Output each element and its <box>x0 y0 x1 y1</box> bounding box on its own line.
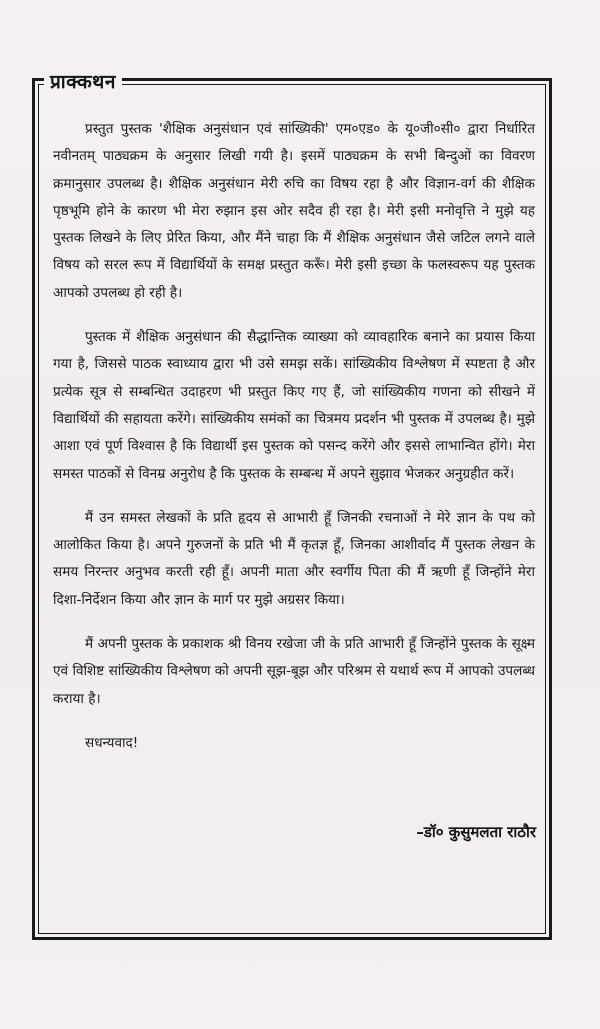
page-heading: प्राक्कथन <box>50 71 116 93</box>
preface-body <box>53 116 535 757</box>
closing-line: सधन्यवाद! <box>85 734 139 751</box>
paragraph-2: पुस्तक में शैक्षिक अनुसंधान की सैद्धान्तिक व्याख्या को व्यावहारिक बनाने का प्रयास किया गया है, जिससे पाठक स्वाध्याय द्वारा भी उसे समझ सकें। सांख्यिकीय विश्लेषण में स्पष्टता है और प्रत्येक सूत्र से सम्बन्धित उदाहरण भी प्रस्तुत किए गए हैं, जो सांख्यिकीय गणना को सीखने में विद्यार्थियों की सहायता करेंगे। सांख्यिकीय समंकों का चित्रमय प्रदर्शन भी पुस्तक में उपलब्ध है। मुझे आशा एवं पूर्ण विश्वास है कि विद्यार्थी इस पुस्तक को पसन्द करेंगे और इससे लाभान्वित होंगे। मेरा समस्त पाठकों से विनम्र अनुरोध है कि पुस्तक के सम्बन्ध में अपने सुझाव भेजकर अनुग्रहीत करें। <box>53 329 535 482</box>
heading-box <box>44 66 122 96</box>
author-signature: –डॉ० कुसुमलता राठौर <box>416 823 536 841</box>
paragraph-4: मैं अपनी पुस्तक के प्रकाशक श्री विनय रखेजा जी के प्रति आभारी हूँ जिन्होंने पुस्तक के सूक्ष्म एवं विशिष्ट सांख्यिकीय विश्लेषण को अपनी सूझ-बूझ और परिश्रम से यथार्थ रूप में आपको उपलब्ध कराया है। <box>53 636 535 707</box>
paragraph-1: प्रस्तुत पुस्तक 'शैक्षिक अनुसंधान एवं सांख्यिकी' एम०एड० के यू०जी०सी० द्वारा निर्धारित नवीनतम् पाठ्यक्रम के अनुसार लिखी गयी है। इसमें पाठ्यक्रम के सभी बिन्दुओं का विवरण क्रमानुसार उपलब्ध है। शैक्षिक अनुसंधान मेरी रुचि का विषय रहा है और विज्ञान-वर्ग की शैक्षिक पृष्ठभूमि होने के कारण भी मेरा रुझान इस ओर सदैव ही रहा है। मेरी इसी मनोवृत्ति ने मुझे यह पुस्तक लिखने के लिए प्रेरित किया, और मैंने चाहा कि मैं शैक्षिक अनुसंधान जैसे जटिल लगने वाले विषय को सरल रूप में विद्यार्थियों के समक्ष प्रस्तुत करूँ। मेरी इसी इच्छा के फलस्वरूप यह पुस्तक आपको उपलब्ध हो रही है। <box>53 121 535 301</box>
paragraph-3: मैं उन समस्त लेखकों के प्रति हृदय से आभारी हूँ जिनकी रचनाओं ने मेरे ज्ञान के पथ को आलोकित किया है। अपने गुरुजनों के प्रति भी मैं कृतज्ञ हूँ, जिनका आशीर्वाद मैं पुस्तक लेखन के समय निरन्तर अनुभव करती रही हूँ। अपनी माता और स्वर्गीय पिता की मैं ऋणी हूँ जिन्होंने मेरा दिशा-निर्देशन किया और ज्ञान के मार्ग पर मुझे अग्रसर किया। <box>53 509 535 608</box>
